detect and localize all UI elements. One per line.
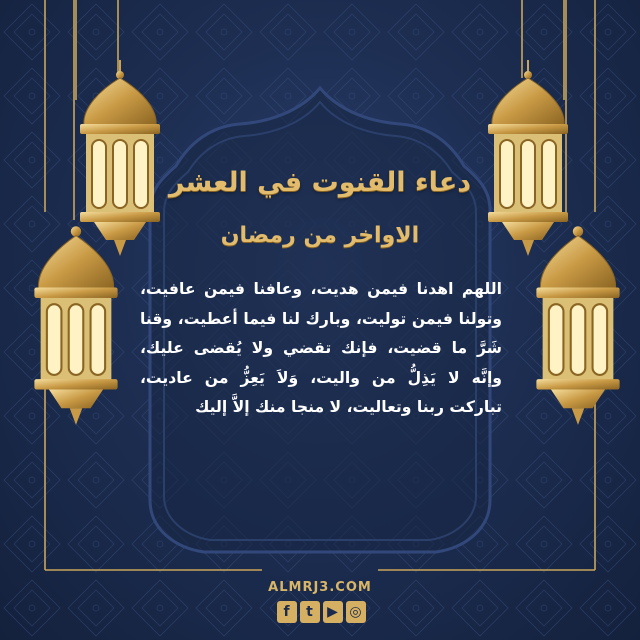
twitter-icon[interactable]: t — [300, 601, 320, 623]
youtube-icon[interactable]: ▶ — [323, 601, 343, 623]
instagram-icon[interactable]: ◎ — [346, 601, 366, 623]
card-subtitle: الاواخر من رمضان — [220, 223, 420, 248]
dua-text: اللهم اهدنا فيمن هديت، وعافنا فيمن عافيت، وتولنا فيمن توليت، وبارك لنا فيما أعطيت، وقنا شَرَّ ما قضيت، فإنك تقضي ولا يُقضى عليك، وإنَّه لا يَذِلُّ من واليت، وَلاَ يَعِزُّ من عاديت، تباركت ربنا وتعاليت، لا منجا منك إلاَّ إليك — [140, 280, 502, 416]
site-url[interactable]: ALMRJ3.COM — [268, 580, 372, 595]
facebook-icon[interactable]: f — [277, 601, 297, 623]
lantern-bottom-left-icon — [24, 220, 128, 430]
lantern-bottom-right-icon — [526, 220, 630, 430]
card-title: دعاء القنوت في العشر — [168, 167, 472, 198]
social-links — [276, 601, 366, 627]
